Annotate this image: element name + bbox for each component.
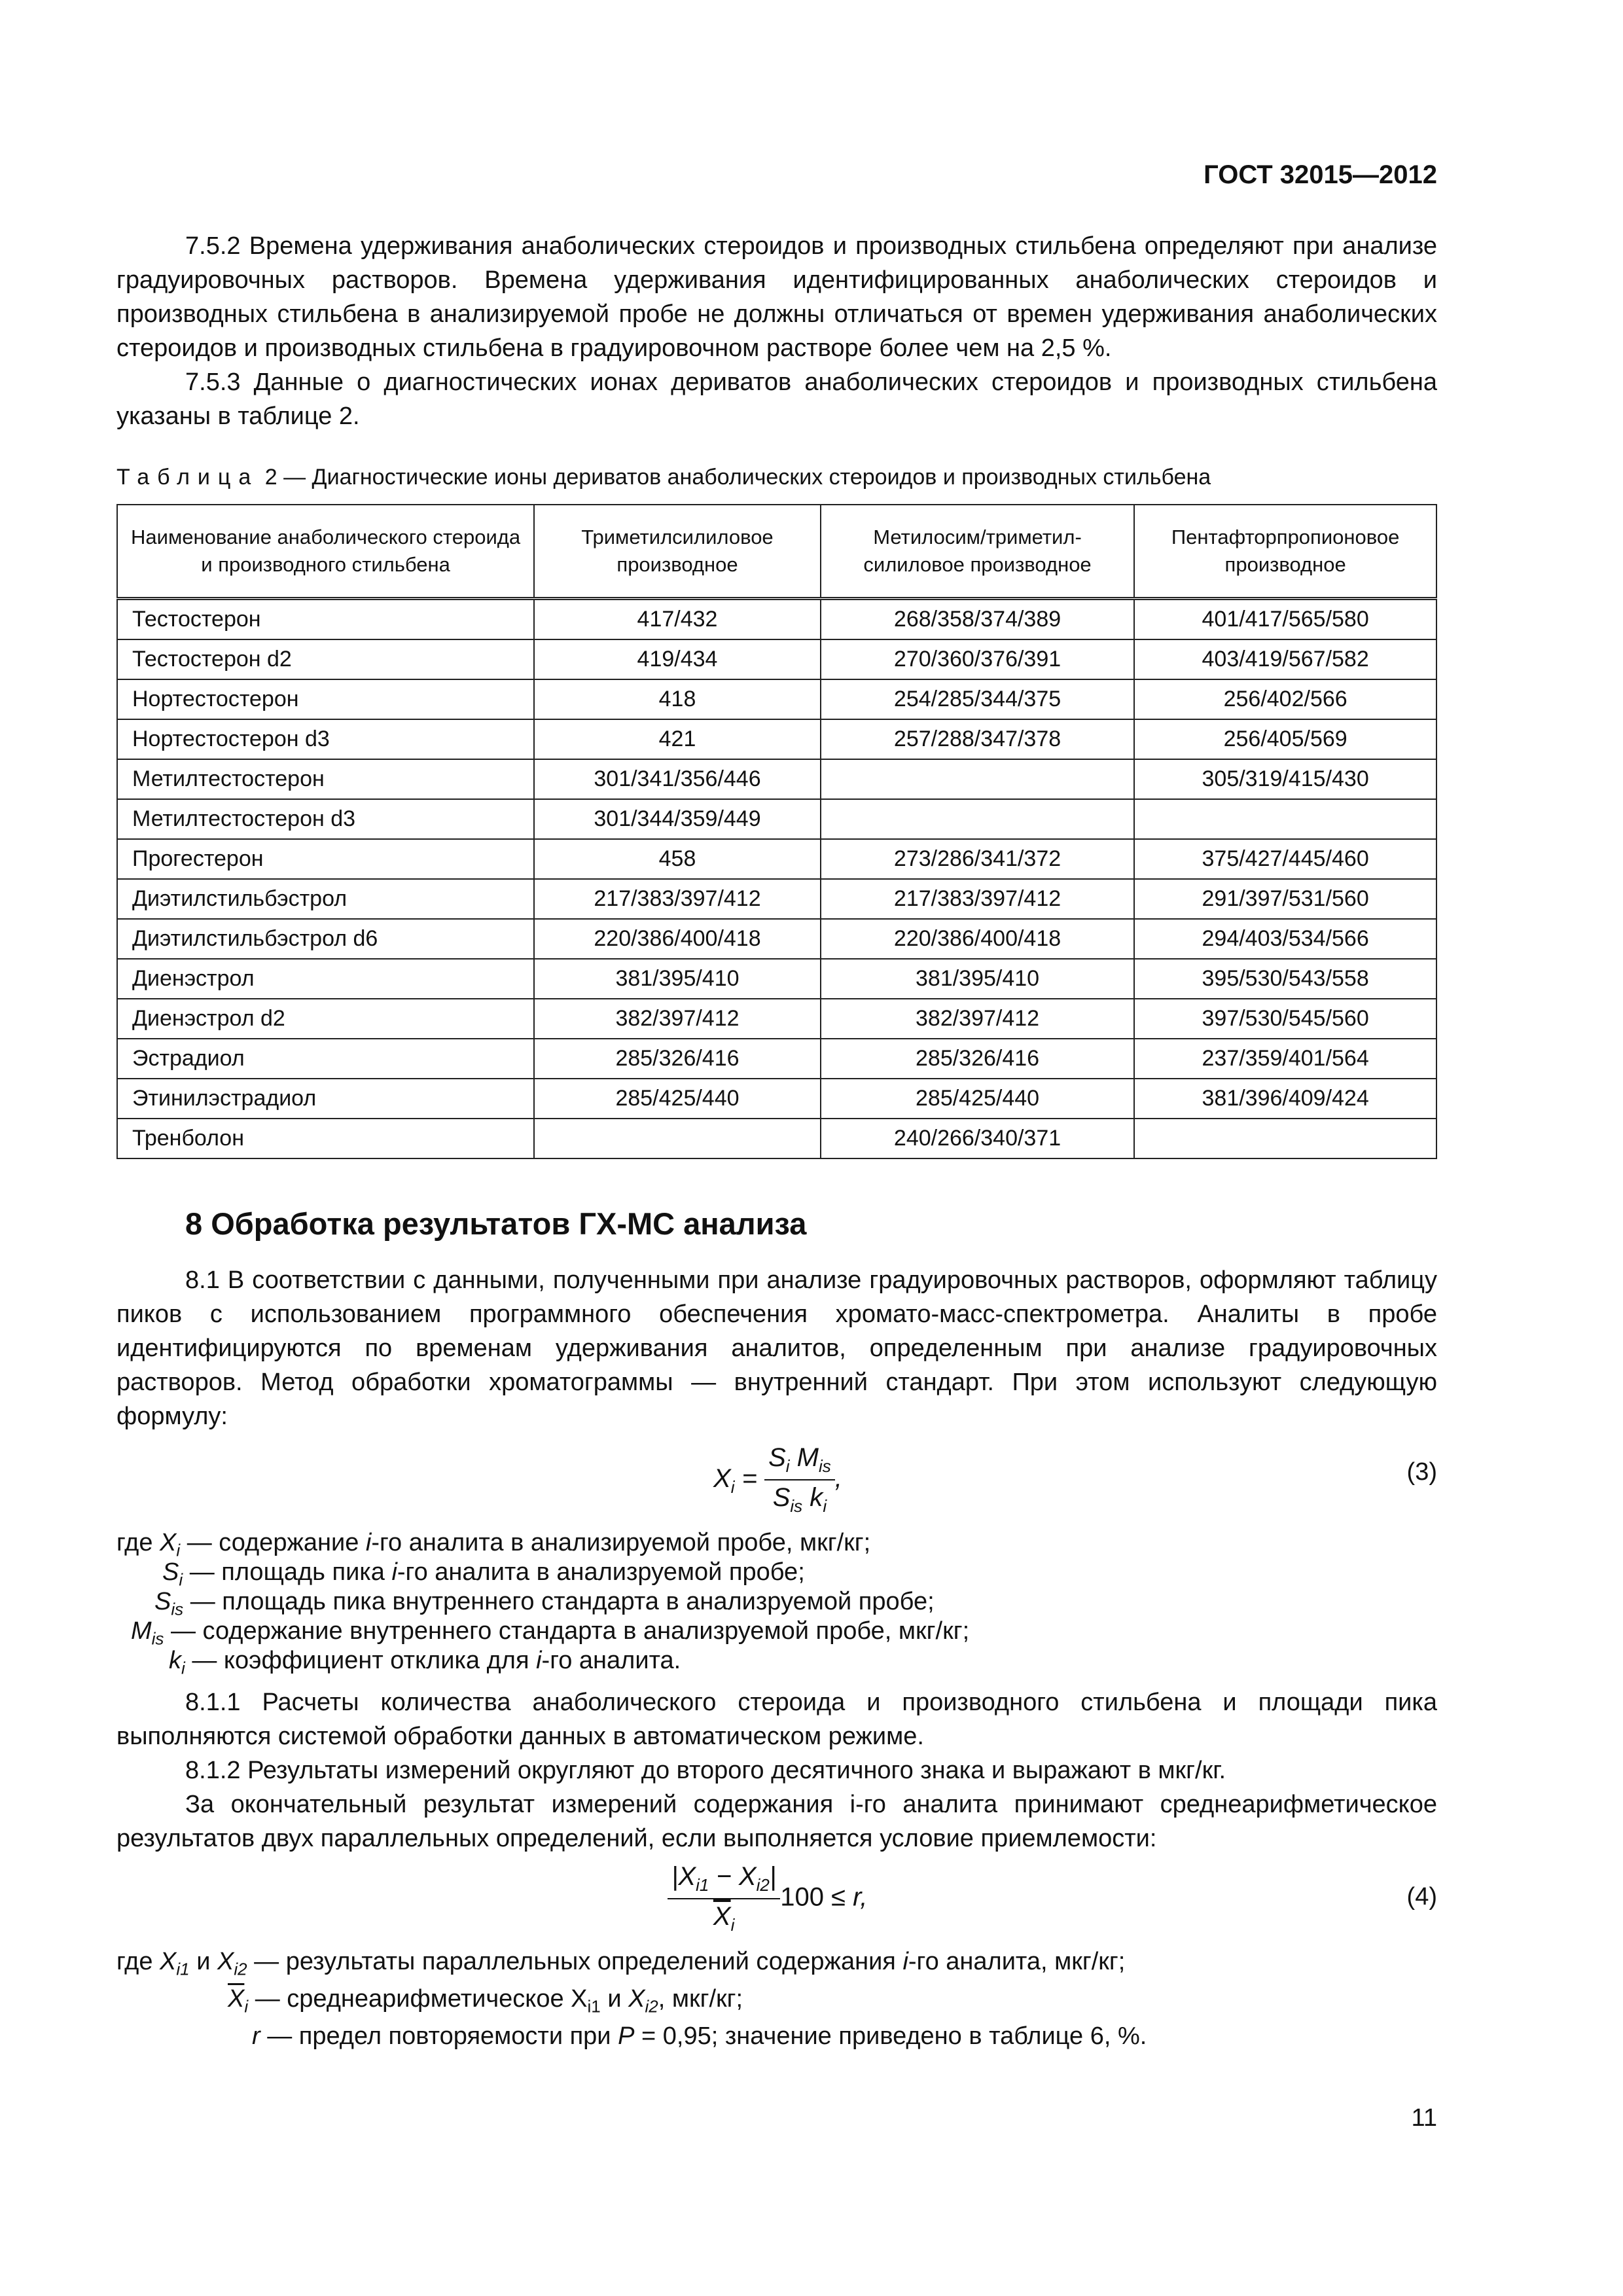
- table-cell-value: 397/530/545/560: [1134, 999, 1436, 1039]
- table-cell-value: 458: [534, 839, 821, 879]
- table-cell-name: Диэтилстильбэстрол: [117, 879, 534, 919]
- table-cell-name: Этинилэстрадиол: [117, 1079, 534, 1119]
- formula-3: $X_i$ = $\frac{S_i M_{is}}{S_{is} k_i}$ ,: [713, 1443, 842, 1516]
- table-cell-value: 270/360/376/391: [821, 639, 1134, 679]
- paragraph-8-1-2: 8.1.2 Результаты измерений округляют до второго десятичного знака и выражают в мкг/кг.: [185, 1757, 1226, 1784]
- table-cell-value: 268/358/374/389: [821, 599, 1134, 640]
- table-cell-value: 301/341/356/446: [534, 759, 821, 799]
- paragraph-8-1: 8.1 В соответствии с данными, полученными при анализе градуировочных растворов, оформляют таблицу пиков с использованием программного обеспечения хромато-масс-спектрометра. Аналиты в пробе идентифицируются по временам удерживания аналитов, определенным при анализе градуировочных растворов. Метод обработки хроматограммы — внутренний стандарт. При этом используют следующую формулу:: [116, 1266, 1437, 1430]
- table-row: [117, 919, 1436, 959]
- table-row: [117, 679, 1436, 719]
- table-cell-name: Тестостерон: [117, 599, 534, 640]
- table-cell-name: Тестостерон d2: [117, 639, 534, 679]
- table-cell-value: 375/427/445/460: [1134, 839, 1436, 879]
- table-cell-value: 381/395/410: [821, 959, 1134, 999]
- table-cell-value: 220/386/400/418: [821, 919, 1134, 959]
- table-row: [117, 1079, 1436, 1119]
- table-cell-name: Диенэстрол d2: [117, 999, 534, 1039]
- table-cell-value: 305/319/415/430: [1134, 759, 1436, 799]
- table-cell-value: 401/417/565/580: [1134, 599, 1436, 640]
- table-cell-name: Прогестерон: [117, 839, 534, 879]
- table-cell-value: [1134, 799, 1436, 839]
- col-header-tms: Триметилсилиловое производное: [534, 505, 821, 599]
- table-cell-name: Метилтестостерон d3: [117, 799, 534, 839]
- col-header-pfp: Пентафторпропионовое производное: [1134, 505, 1436, 599]
- table-caption: [116, 465, 1211, 490]
- table-row: [117, 1119, 1436, 1158]
- table-cell-value: 382/397/412: [534, 999, 821, 1039]
- table-cell-value: 220/386/400/418: [534, 919, 821, 959]
- paragraph-final: За окончательный результат измерений содержания i-го аналита принимают среднеарифметическое результатов двух параллельных определений, если выполняется условие приемлемости:: [116, 1791, 1437, 1852]
- table-cell-value: 285/326/416: [821, 1039, 1134, 1079]
- table-cell-value: 382/397/412: [821, 999, 1134, 1039]
- table-row: [117, 839, 1436, 879]
- table-cell-value: 217/383/397/412: [821, 879, 1134, 919]
- standard-number: ГОСТ 32015—2012: [1204, 160, 1437, 189]
- paragraph-8-1-1: 8.1.1 Расчеты количества анаболического стероида и производного стильбена и площади пика выполняются системой обработки данных в автоматическом режиме.: [116, 1689, 1437, 1750]
- table-cell-value: 418: [534, 679, 821, 719]
- paragraph-7-5-3: 7.5.3 Данные о диагностических ионах дериватов анаболических стероидов и производных стильбена указаны в таблице 2.: [116, 368, 1437, 430]
- table-cell-value: 240/266/340/371: [821, 1119, 1134, 1158]
- table-cell-value: 381/395/410: [534, 959, 821, 999]
- table-cell-value: 294/403/534/566: [1134, 919, 1436, 959]
- table-cell-value: 285/425/440: [534, 1079, 821, 1119]
- formula-4: $\frac{|X_{i1} - X_{i2}|}{\overline{X}_i}$ 100 ≤ r,: [668, 1862, 867, 1935]
- table-row: [117, 799, 1436, 839]
- table-cell-value: 254/285/344/375: [821, 679, 1134, 719]
- section-8-1-1-text: [116, 1685, 1437, 1856]
- table-row: [117, 759, 1436, 799]
- table-row: [117, 1039, 1436, 1079]
- table-cell-value: [821, 799, 1134, 839]
- table-cell-value: [534, 1119, 821, 1158]
- col-header-mo-tms: Метилосим/триметил-силиловое производное: [821, 505, 1134, 599]
- table-cell-value: 301/344/359/449: [534, 799, 821, 839]
- table-cell-value: 417/432: [534, 599, 821, 640]
- table-cell-value: 257/288/347/378: [821, 719, 1134, 759]
- formula-3-number: (3): [1406, 1458, 1437, 1486]
- page-number: 11: [1411, 2104, 1437, 2132]
- table-cell-value: 419/434: [534, 639, 821, 679]
- section-8-1-text: [116, 1263, 1437, 1433]
- table-cell-value: 285/326/416: [534, 1039, 821, 1079]
- table-cell-value: 285/425/440: [821, 1079, 1134, 1119]
- table-cell-value: 421: [534, 719, 821, 759]
- table-cell-name: Диэтилстильбэстрол d6: [117, 919, 534, 959]
- table-cell-name: Диенэстрол: [117, 959, 534, 999]
- formula-4-number: (4): [1406, 1883, 1437, 1910]
- diagnostic-ions-table: [116, 504, 1437, 1159]
- table-cell-value: 395/530/543/558: [1134, 959, 1436, 999]
- table-row: [117, 719, 1436, 759]
- table-row: [117, 639, 1436, 679]
- table-caption-label: Таблица: [116, 465, 259, 490]
- table-cell-value: 403/419/567/582: [1134, 639, 1436, 679]
- section-8-title: 8 Обработка результатов ГХ-МС анализа: [185, 1206, 807, 1241]
- table-cell-value: 256/402/566: [1134, 679, 1436, 719]
- table-cell-value: 381/396/409/424: [1134, 1079, 1436, 1119]
- table-caption-text: 2 — Диагностические ионы дериватов анаболических стероидов и производных стильбена: [259, 465, 1211, 490]
- table-cell-name: Эстрадиол: [117, 1039, 534, 1079]
- table-cell-name: Тренболон: [117, 1119, 534, 1158]
- table-cell-value: 237/359/401/564: [1134, 1039, 1436, 1079]
- table-row: [117, 879, 1436, 919]
- col-header-name: Наименование анаболического стероида и производного стильбена: [117, 505, 534, 599]
- table-cell-value: 291/397/531/560: [1134, 879, 1436, 919]
- table-row: [117, 599, 1436, 640]
- table-row: [117, 999, 1436, 1039]
- table-row: [117, 959, 1436, 999]
- table-cell-name: Нортестостерон: [117, 679, 534, 719]
- table-cell-value: [1134, 1119, 1436, 1158]
- paragraph-7-5-2: 7.5.2 Времена удерживания анаболических стероидов и производных стильбена определяют при анализе градуировочных растворов. Времена удерживания идентифицированных анаболических стероидов и производных стильбена в анализируемой пробе не должны отличаться от времен удерживания анаболических стероидов и производных стильбена в градуировочном растворе более чем на 2,5 %.: [116, 232, 1437, 362]
- table-cell-value: 256/405/569: [1134, 719, 1436, 759]
- section-7-5-text: [116, 229, 1437, 433]
- table-header-row: [117, 505, 1436, 599]
- table-cell-name: Метилтестостерон: [117, 759, 534, 799]
- table-cell-value: [821, 759, 1134, 799]
- table-cell-value: 217/383/397/412: [534, 879, 821, 919]
- table-cell-name: Нортестостерон d3: [117, 719, 534, 759]
- table-cell-value: 273/286/341/372: [821, 839, 1134, 879]
